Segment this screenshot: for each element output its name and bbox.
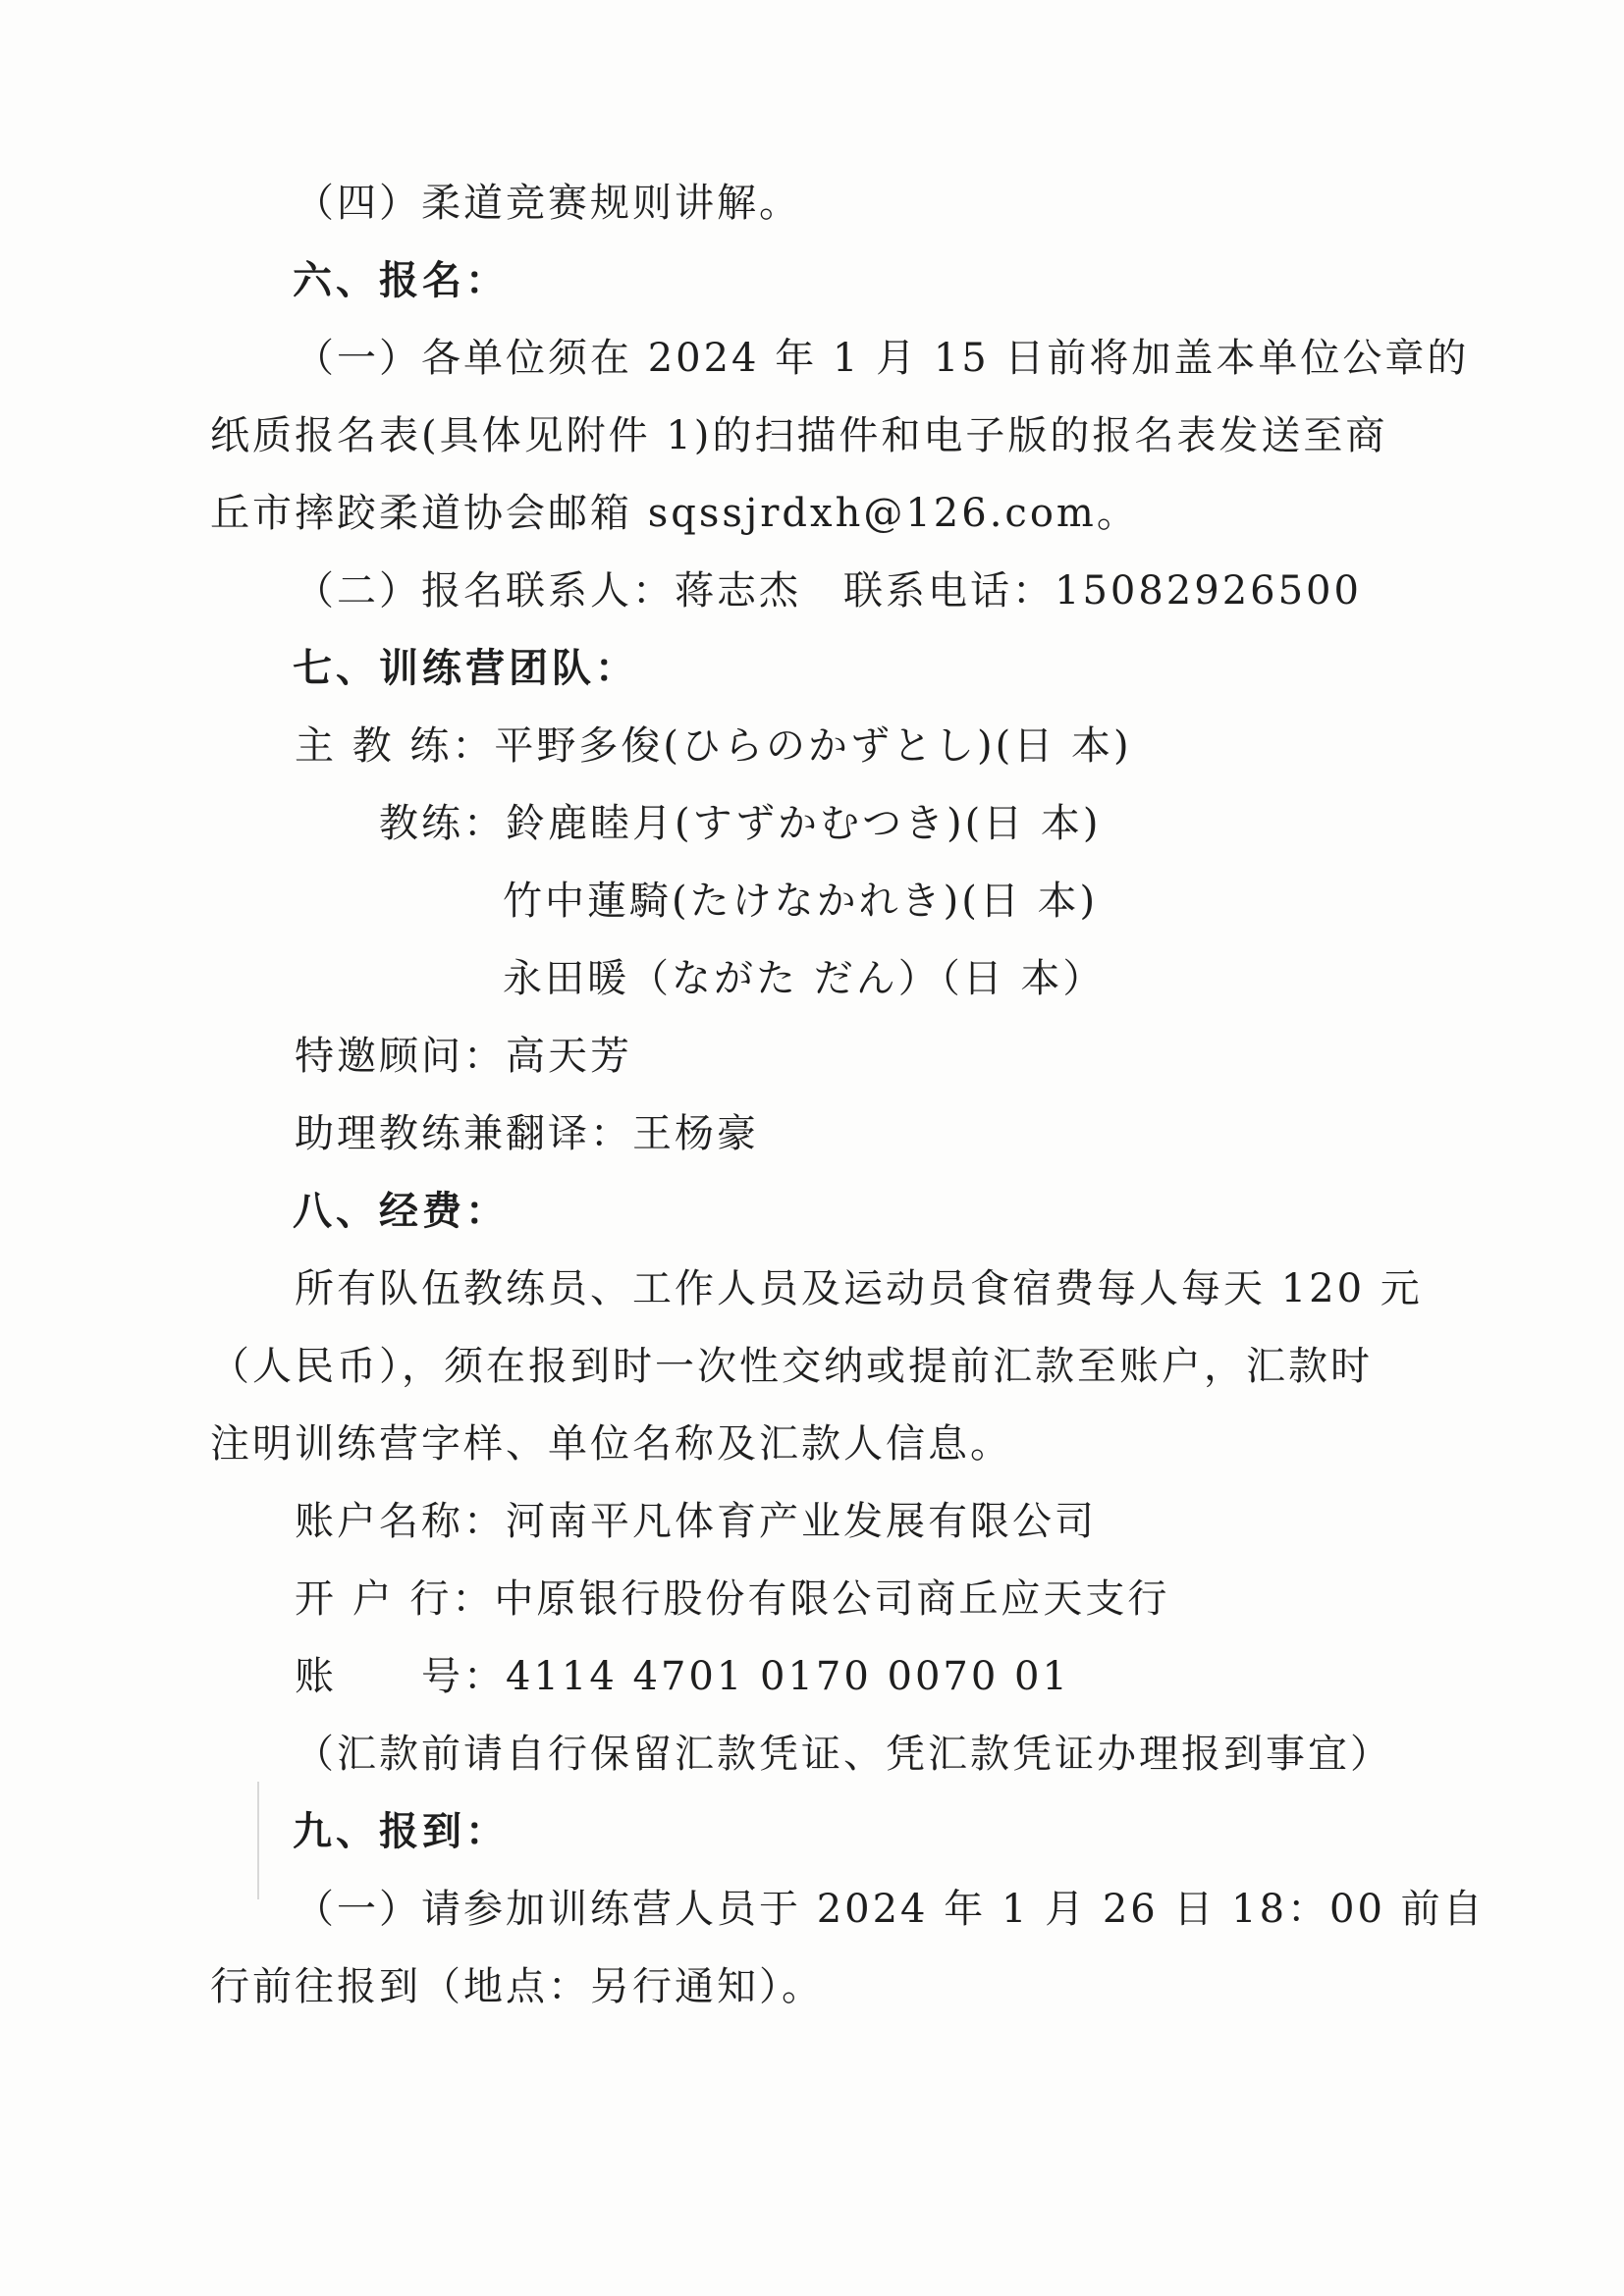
team-head-coach: 主 教 练：平野多俊(ひらのかずとし)(日 本) bbox=[295, 723, 1132, 769]
registration-item-1-line-3: 丘市摔跤柔道协会邮箱 sqssjrdxh@126.com。 bbox=[210, 491, 1139, 536]
fee-line-3: 注明训练营字样、单位名称及汇款人信息。 bbox=[210, 1421, 1012, 1467]
account-number: 账 号：4114 4701 0170 0070 01 bbox=[295, 1654, 1070, 1699]
team-coach-2: 竹中蓮騎(たけなかれき)(日 本) bbox=[503, 879, 1099, 924]
fee-line-1: 所有队伍教练员、工作人员及运动员食宿费每人每天 120 元 bbox=[295, 1266, 1423, 1311]
registration-item-1-line-1: （一）各单位须在 2024 年 1 月 15 日前将加盖本单位公章的 bbox=[295, 336, 1470, 381]
account-note: （汇款前请自行保留汇款凭证、凭汇款凭证办理报到事宜） bbox=[295, 1732, 1392, 1777]
check-in-line-1: （一）请参加训练营人员于 2024 年 1 月 26 日 18：00 前自 bbox=[295, 1887, 1486, 1932]
team-advisor: 特邀顾问：高天芳 bbox=[295, 1034, 632, 1079]
account-name: 账户名称：河南平凡体育产业发展有限公司 bbox=[295, 1499, 1097, 1544]
fee-line-2: （人民币），须在报到时一次性交纳或提前汇款至账户，汇款时 bbox=[210, 1344, 1373, 1389]
team-coach-3: 永田暖（ながた だん）（日 本） bbox=[503, 956, 1106, 1001]
heading-fees: 八、经费： bbox=[293, 1188, 509, 1234]
scan-margin-mark bbox=[257, 1782, 259, 1899]
team-coach-1: 教练：鈴鹿睦月(すずかむつき)(日 本) bbox=[379, 801, 1102, 846]
registration-item-2: （二）报名联系人：蒋志杰 联系电话：15082926500 bbox=[295, 568, 1362, 614]
check-in-line-2: 行前往报到（地点：另行通知）。 bbox=[210, 1964, 824, 2009]
heading-registration: 六、报名： bbox=[293, 257, 509, 303]
heading-check-in: 九、报到： bbox=[293, 1808, 509, 1854]
registration-item-1-line-2: 纸质报名表(具体见附件 1)的扫描件和电子版的报名表发送至商 bbox=[210, 413, 1388, 458]
team-assistant-translator: 助理教练兼翻译：王杨豪 bbox=[295, 1111, 759, 1156]
section-4-item-4: （四）柔道竞赛规则讲解。 bbox=[295, 181, 801, 226]
account-bank: 开 户 行：中原银行股份有限公司商丘应天支行 bbox=[295, 1576, 1170, 1622]
heading-training-team: 七、训练营团队： bbox=[293, 645, 638, 691]
